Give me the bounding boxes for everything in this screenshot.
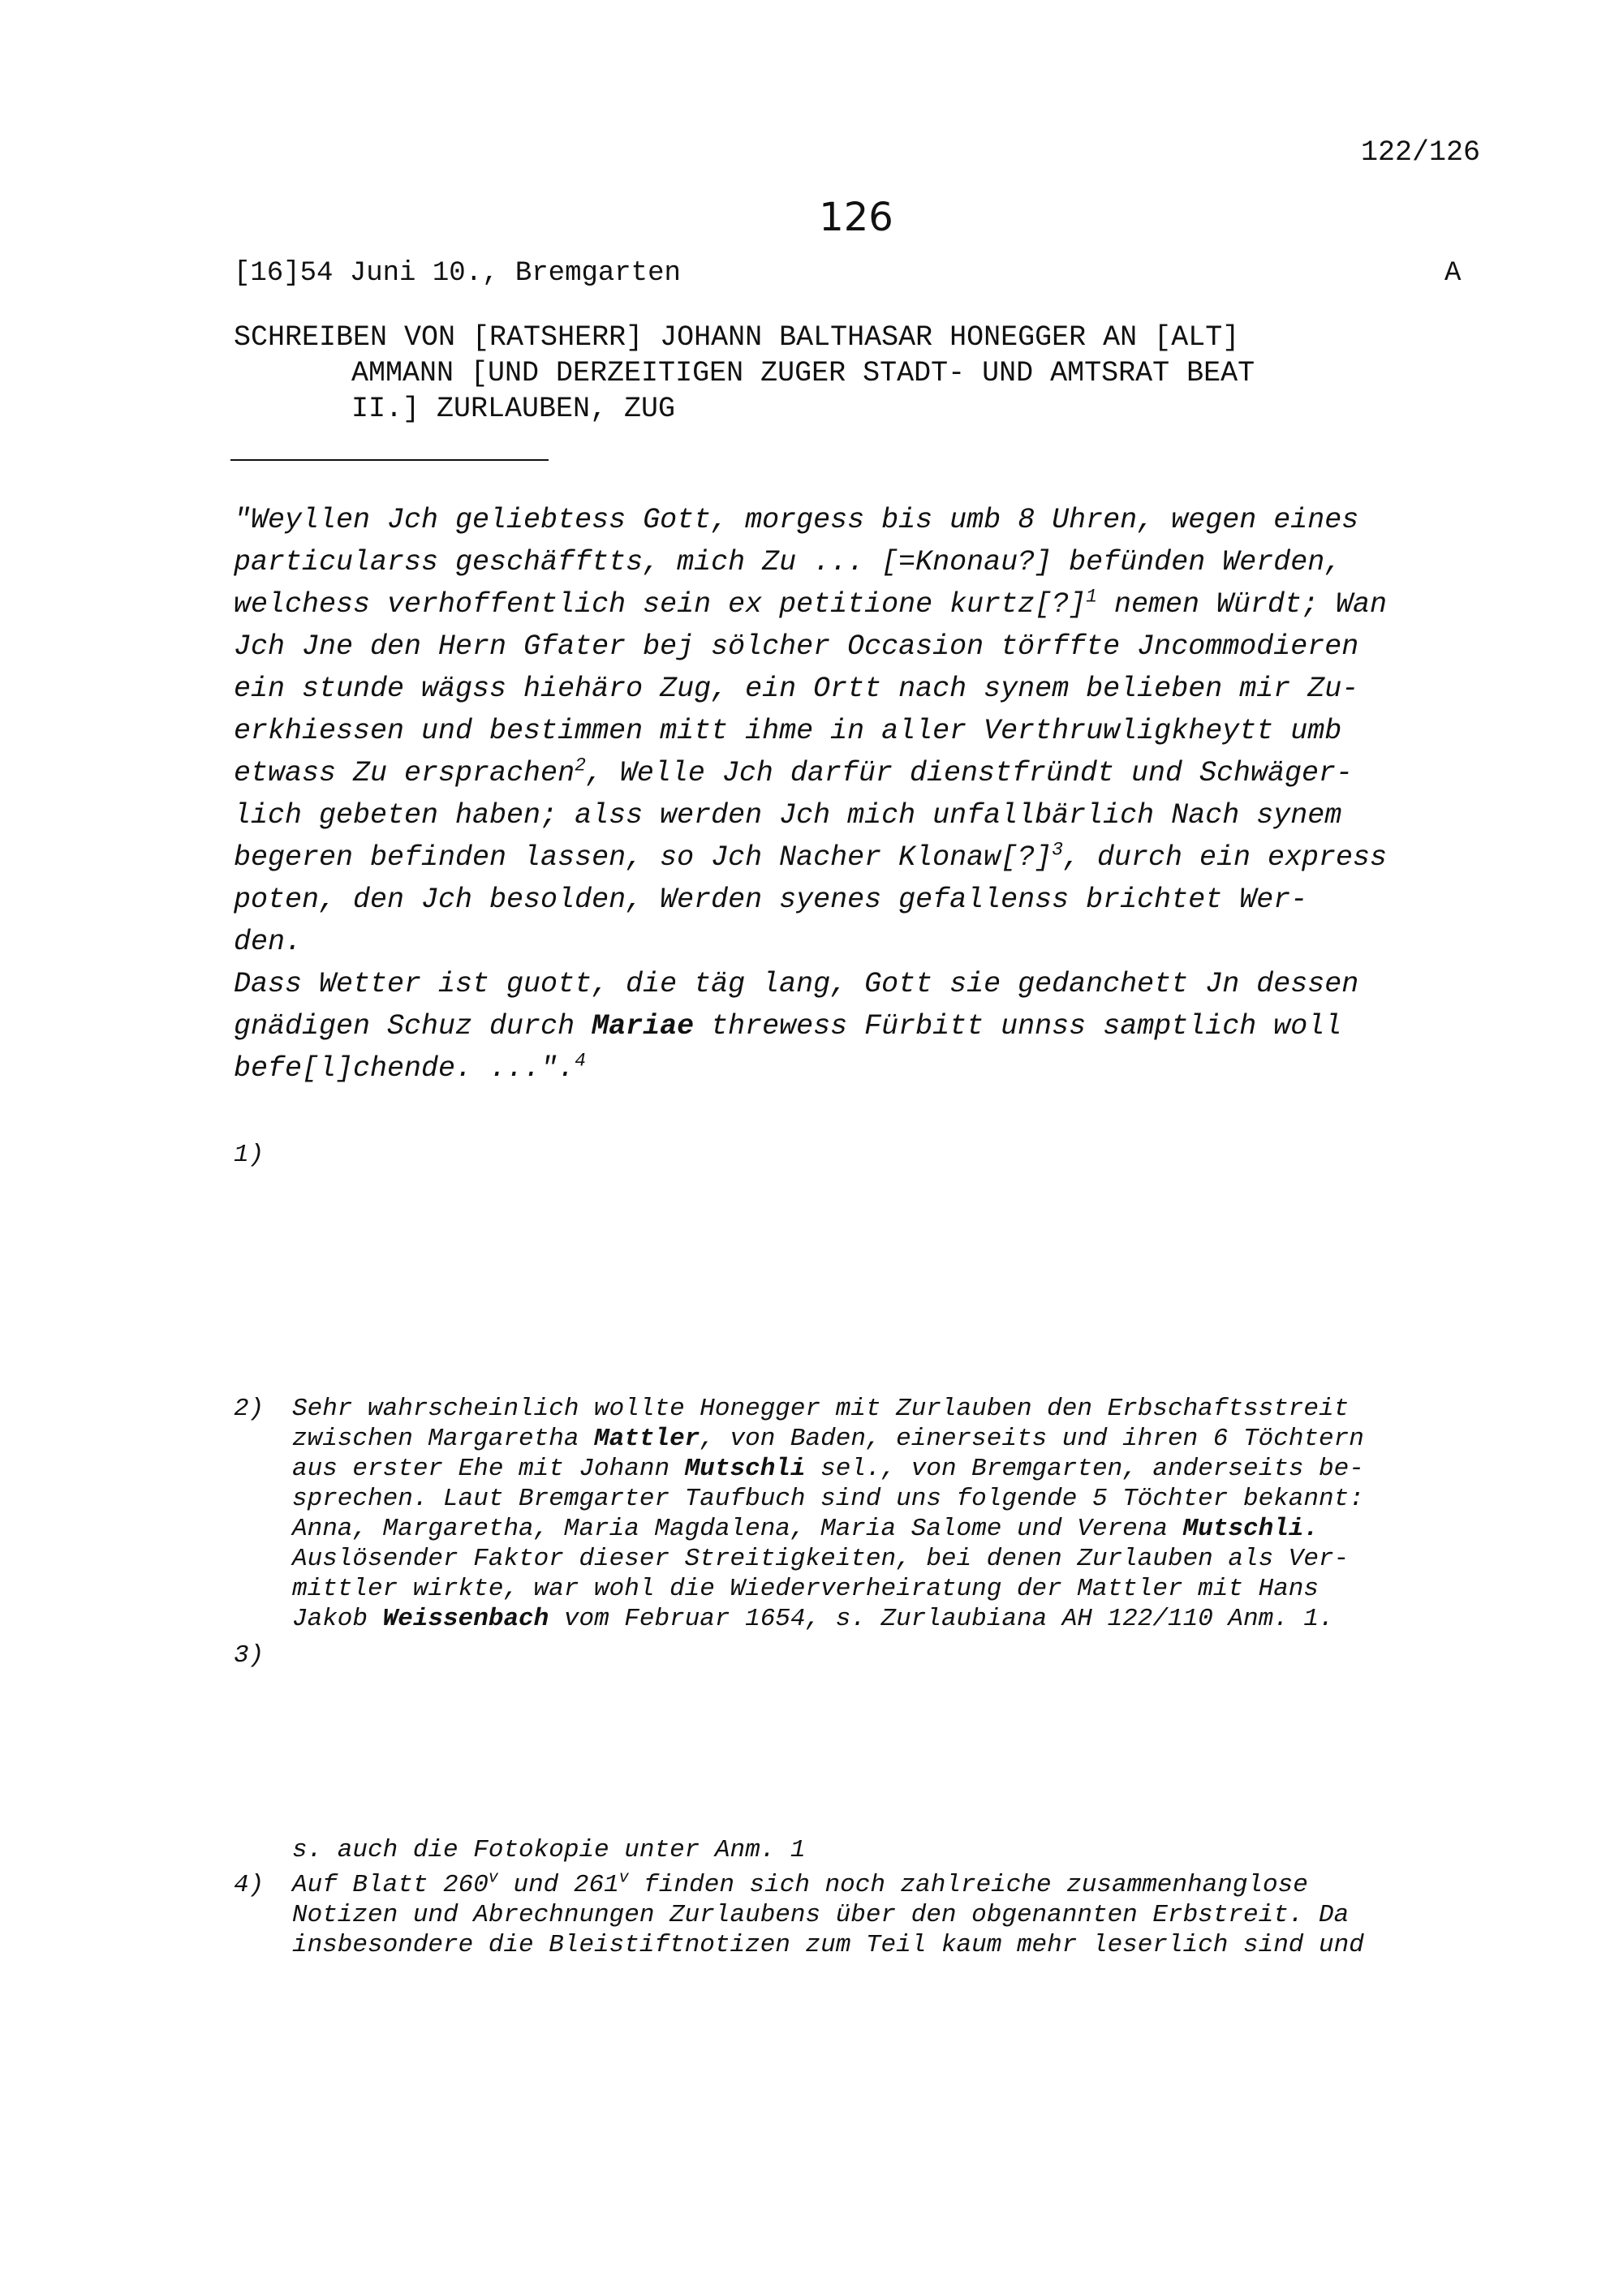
- footnote-line: [292, 1424, 1493, 1454]
- superscript: v: [618, 1868, 629, 1888]
- text-line: Jch Jne den Hern Gfater bej sölcher Occasion törffte Jncommodieren: [234, 630, 1359, 663]
- text-segment: begeren befinden lassen, so Jch Nacher Klonaw[?]: [234, 841, 1053, 874]
- text-line: [234, 583, 1483, 626]
- footnote-4-text: [292, 1870, 1493, 1960]
- text-segment: befe[l]chende. ...".: [234, 1052, 575, 1085]
- text-segment: welchess verhoffentlich sein ex petitione kurtz[?]: [234, 588, 1087, 621]
- sigla: A: [1444, 258, 1462, 289]
- footnote-line: [292, 1514, 1493, 1544]
- letter-text: [234, 499, 1483, 1090]
- text-line: "Weyllen Jch geliebtess Gott, morgess bis umb 8 Uhren, wegen eines: [234, 504, 1359, 536]
- footnote-line: Notizen und Abrechnungen Zurlaubens über den obgenannten Erbstreit. Da: [292, 1901, 1350, 1929]
- text-segment: finden sich noch zahlreiche zusammenhanglose: [628, 1871, 1308, 1899]
- text-segment: , durch ein express: [1062, 841, 1388, 874]
- archive-reference: 122/126: [1360, 136, 1480, 169]
- footnote-4-number: 4): [234, 1871, 265, 1899]
- footnote-ref: 1: [1086, 586, 1097, 608]
- bold-name: Mattler: [594, 1425, 700, 1453]
- text-segment: aus erster Ehe mit Johann: [292, 1455, 685, 1483]
- title-line: AMMANN [UND DERZEITIGEN ZUGER STADT- UND AMTSRAT BEAT: [351, 357, 1255, 389]
- text-line: den.: [234, 926, 303, 958]
- text-segment: Jakob: [292, 1605, 383, 1633]
- footnote-line: Auslösender Faktor dieser Streitigkeiten, bei denen Zurlauben als Ver-: [292, 1545, 1350, 1573]
- text-line: lich gebeten haben; alss werden Jch mich unfallbärlich Nach synem: [234, 799, 1342, 832]
- footnote-line: [292, 1454, 1493, 1484]
- text-segment: threwess Fürbitt unnss samptlich woll: [694, 1010, 1342, 1043]
- title-line: II.] ZURLAUBEN, ZUG: [351, 393, 676, 425]
- text-segment: zwischen Margaretha: [292, 1425, 595, 1453]
- text-line: Dass Wetter ist guott, die täg lang, Gott sie gedanchett Jn dessen: [234, 968, 1359, 1000]
- footnote-ref: 2: [575, 755, 586, 776]
- text-line: ein stunde wägss hiehäro Zug, ein Ortt nach synem belieben mir Zu-: [234, 673, 1359, 705]
- text-line: erkhiessen und bestimmen mitt ihme in aller Verthruwligkheytt umb: [234, 715, 1342, 747]
- text-line: [234, 1005, 1483, 1047]
- title-line: SCHREIBEN VON [RATSHERR] JOHANN BALTHASAR HONEGGER AN [ALT]: [234, 321, 1240, 354]
- text-line: particularss geschäfftts, mich Zu ... [=Knonau?] befünden Werden,: [234, 546, 1342, 578]
- bold-name: Mutschli: [684, 1455, 806, 1483]
- document-number: 126: [819, 195, 893, 240]
- footnote-2-number: 2): [234, 1395, 265, 1423]
- date-place: [16]54 Juni 10., Bremgarten: [234, 258, 681, 289]
- document-title: [234, 320, 1483, 427]
- text-segment: etwass Zu ersprachen: [234, 757, 575, 789]
- bold-name: Mariae: [592, 1010, 695, 1043]
- footnote-ref: 4: [575, 1050, 586, 1072]
- text-segment: , von Baden, einerseits und ihren 6 Töchtern: [700, 1425, 1364, 1453]
- text-line: [234, 1047, 1483, 1090]
- title-divider: [230, 459, 549, 461]
- text-segment: gnädigen Schuz durch: [234, 1010, 592, 1043]
- footnote-line: insbesondere die Bleistiftnotizen zum Teil kaum mehr leserlich sind und: [292, 1931, 1364, 1959]
- text-segment: nemen Würdt; Wan: [1096, 588, 1388, 621]
- text-segment: vom Februar 1654, s. Zurlaubiana AH 122/110 Anm. 1.: [549, 1605, 1334, 1633]
- footnote-line: [292, 1604, 1493, 1634]
- text-segment: Anna, Margaretha, Maria Magdalena, Maria Salome und Verena: [292, 1515, 1183, 1543]
- footnote-line: [292, 1870, 1493, 1900]
- footnote-3-number: 3): [234, 1641, 265, 1670]
- footnote-1-number: 1): [234, 1141, 265, 1169]
- footnote-2-text: [292, 1394, 1493, 1634]
- text-line: [234, 836, 1483, 879]
- footnote-ref: 3: [1052, 839, 1063, 861]
- bold-name: Mutschli.: [1182, 1515, 1319, 1543]
- footnote-line: s. auch die Fotokopie unter Anm. 1: [292, 1836, 806, 1864]
- text-segment: Auf Blatt 260: [292, 1871, 489, 1899]
- footnote-3-text: [292, 1835, 1493, 1865]
- text-segment: und 261: [497, 1871, 619, 1899]
- superscript: v: [488, 1868, 498, 1888]
- footnote-line: mittler wirkte, war wohl die Wiederverheiratung der Mattler mit Hans: [292, 1575, 1319, 1603]
- text-line: [234, 752, 1483, 794]
- footnote-line: Sehr wahrscheinlich wollte Honegger mit Zurlauben den Erbschaftsstreit: [292, 1395, 1350, 1423]
- text-segment: , Welle Jch darfür dienstfründt und Schwäger-: [585, 757, 1354, 789]
- footnote-line: sprechen. Laut Bremgarter Taufbuch sind uns folgende 5 Töchter bekannt:: [292, 1485, 1364, 1513]
- text-line: poten, den Jch besolden, Werden syenes gefallenss brichtet Wer-: [234, 884, 1308, 916]
- text-segment: sel., von Bremgarten, anderseits be-: [805, 1455, 1364, 1483]
- bold-name: Weissenbach: [382, 1605, 549, 1633]
